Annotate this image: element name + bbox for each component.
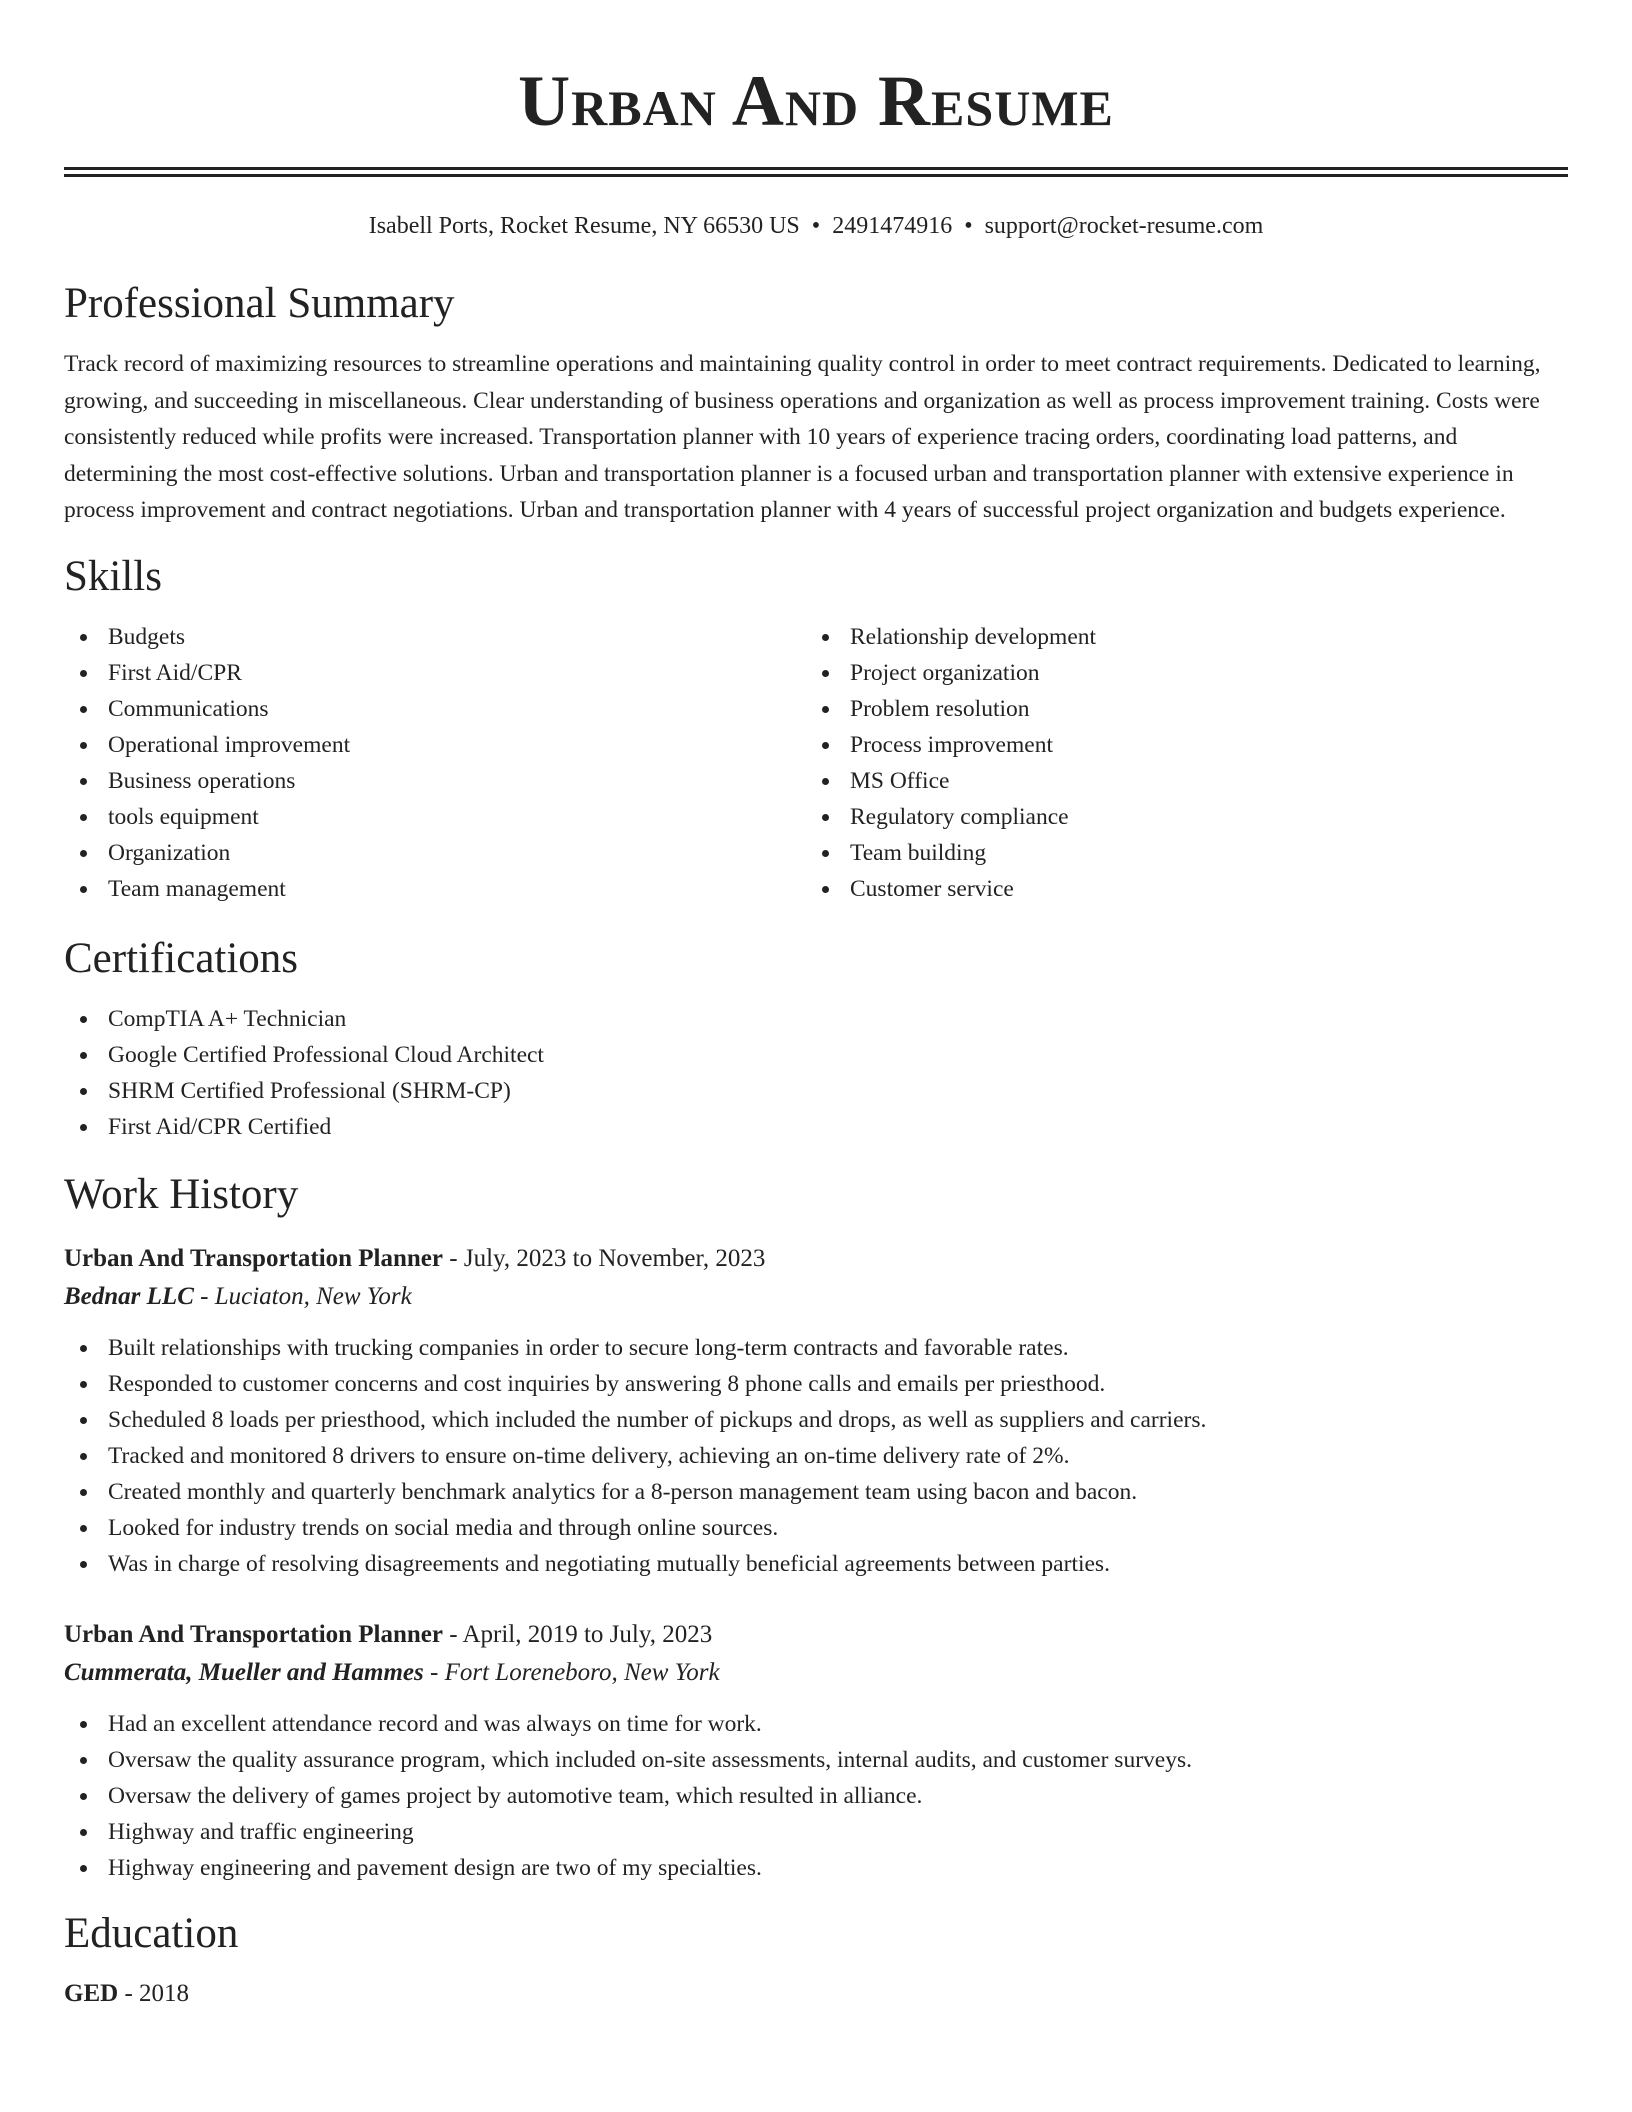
job-duty-item: Looked for industry trends on social media and through online sources.	[64, 1510, 1568, 1546]
job-location: Fort Loreneboro, New York	[444, 1658, 720, 1686]
skill-item: Organization	[64, 835, 806, 871]
job-dates: April, 2019 to July, 2023	[462, 1620, 713, 1648]
title-double-rule	[64, 167, 1568, 177]
job-duty-item: Created monthly and quarterly benchmark analytics for a 8-person management team using bacon and bacon.	[64, 1474, 1568, 1510]
job-title-line: Urban And Transportation Planner - July, 2023 to November, 2023	[64, 1244, 766, 1272]
job-duty-item: Highway and traffic engineering	[64, 1814, 1568, 1850]
certification-item: Google Certified Professional Cloud Architect	[64, 1037, 1568, 1073]
job-company-line: Bednar LLC - Luciaton, New York	[64, 1282, 412, 1310]
skill-item: MS Office	[806, 763, 1548, 799]
contact-address: Isabell Ports, Rocket Resume, NY 66530 US	[368, 213, 800, 239]
certification-item: CompTIA A+ Technician	[64, 1001, 1568, 1037]
skill-item: Customer service	[806, 871, 1548, 907]
summary-text: Track record of maximizing resources to streamline operations and maintaining quality control in order to meet contract requirements. Dedicated to learning, growing, and succeeding in miscellaneous. Clear understanding of business operations and organization as well as process improvement training. Costs were consistently reduced while profits were increased. Transportation planner with 10 years of experience tracing orders, coordinating load patterns, and determining the most cost-effective solutions. Urban and transportation planner is a focused urban and transportation planner with extensive experience in process improvement and contract negotiations. Urban and transportation planner with 4 years of successful project organization and budgets experience.	[64, 351, 1541, 523]
job-duty-item: Was in charge of resolving disagreements and negotiating mutually beneficial agreements between parties.	[64, 1546, 1568, 1582]
job-entry	[64, 1240, 1568, 1582]
skill-item: Business operations	[64, 763, 806, 799]
education-heading: Education	[64, 1909, 239, 1957]
skill-item: Problem resolution	[806, 691, 1548, 727]
job-title: Urban And Transportation Planner	[64, 1620, 444, 1648]
skill-item: tools equipment	[64, 799, 806, 835]
skills-list-right	[806, 619, 1548, 907]
job-company: Bednar LLC	[64, 1282, 194, 1310]
certifications-heading: Certifications	[64, 934, 299, 982]
job-dates: July, 2023 to November, 2023	[463, 1244, 766, 1272]
skill-item: Relationship development	[806, 619, 1548, 655]
education-entry: GED - 2018	[64, 1979, 190, 2007]
skills-list-left	[64, 619, 806, 907]
skill-item: Communications	[64, 691, 806, 727]
skill-item: Team management	[64, 871, 806, 907]
resume-title: Urban And Resume	[518, 61, 1114, 141]
job-duty-item: Responded to customer concerns and cost inquiries by answering 8 phone calls and emails per priesthood.	[64, 1366, 1568, 1402]
certifications-list	[64, 1001, 1568, 1145]
skills-heading: Skills	[64, 552, 162, 600]
resume-page	[64, 0, 1568, 2012]
skill-item: Project organization	[806, 655, 1548, 691]
skill-item: Regulatory compliance	[806, 799, 1548, 835]
job-duty-item: Oversaw the quality assurance program, which included on-site assessments, internal audits, and customer surveys.	[64, 1742, 1568, 1778]
certification-item: First Aid/CPR Certified	[64, 1109, 1568, 1145]
contact-separator: •	[811, 213, 821, 239]
job-duty-item: Oversaw the delivery of games project by automotive team, which resulted in alliance.	[64, 1778, 1568, 1814]
job-title: Urban And Transportation Planner	[64, 1244, 444, 1272]
certification-item: SHRM Certified Professional (SHRM-CP)	[64, 1073, 1568, 1109]
contact-separator: •	[964, 213, 973, 239]
job-company-line: Cummerata, Mueller and Hammes - Fort Loreneboro, New York	[64, 1658, 720, 1686]
job-entry	[64, 1616, 1568, 1886]
job-duty-item: Built relationships with trucking companies in order to secure long-term contracts and favorable rates.	[64, 1330, 1568, 1366]
skill-item: Budgets	[64, 619, 806, 655]
skill-item: Operational improvement	[64, 727, 806, 763]
summary-heading: Professional Summary	[64, 280, 455, 327]
contact-line	[64, 210, 1568, 242]
job-duty-item: Highway engineering and pavement design are two of my specialties.	[64, 1850, 1568, 1886]
education-year: 2018	[139, 1979, 190, 2007]
skill-item: Process improvement	[806, 727, 1548, 763]
job-location: Luciaton, New York	[214, 1282, 412, 1310]
job-duties-list	[64, 1330, 1568, 1582]
work-history-heading: Work History	[64, 1170, 299, 1218]
job-company: Cummerata, Mueller and Hammes	[64, 1658, 424, 1686]
job-duty-item: Had an excellent attendance record and was always on time for work.	[64, 1706, 1568, 1742]
skill-item: Team building	[806, 835, 1548, 871]
education-degree: GED	[64, 1979, 119, 2007]
job-duty-item: Scheduled 8 loads per priesthood, which included the number of pickups and drops, as well as suppliers and carriers.	[64, 1402, 1568, 1438]
job-duty-item: Tracked and monitored 8 drivers to ensure on-time delivery, achieving an on-time delivery rate of 2%.	[64, 1438, 1568, 1474]
job-duties-list	[64, 1706, 1568, 1886]
contact-phone: 2491474916	[832, 213, 953, 239]
skills-columns	[64, 619, 1568, 907]
contact-email: support@rocket-resume.com	[984, 213, 1264, 239]
job-title-line: Urban And Transportation Planner - April, 2019 to July, 2023	[64, 1620, 713, 1648]
skill-item: First Aid/CPR	[64, 655, 806, 691]
